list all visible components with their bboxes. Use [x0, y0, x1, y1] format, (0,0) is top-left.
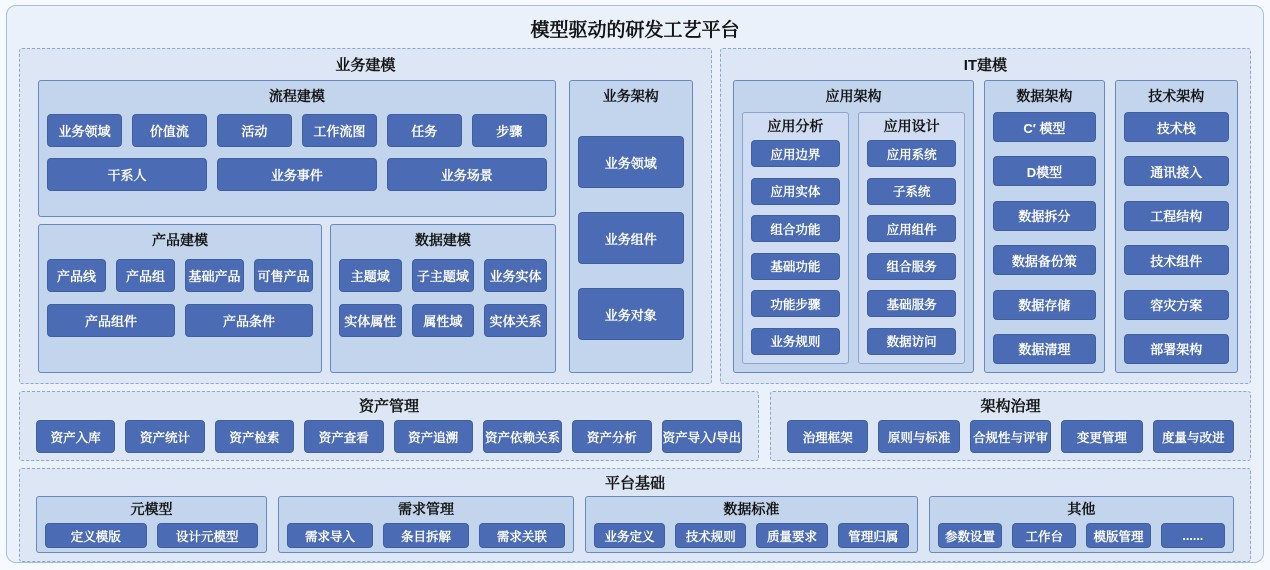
asset-management-button[interactable]: 资产依赖关系: [483, 420, 562, 453]
process-modeling-title: 流程建模: [268, 88, 325, 104]
process-module-button[interactable]: 价值流: [132, 114, 207, 147]
application-analysis-button[interactable]: 业务规则: [751, 328, 840, 355]
it-modeling-body: [733, 80, 1238, 373]
asset-management-items: [36, 420, 742, 453]
application-design-button[interactable]: 应用组件: [867, 215, 956, 242]
data-module-button[interactable]: 主题域: [339, 259, 402, 292]
requirement-management-title: 需求管理: [397, 501, 454, 517]
technology-architecture-button[interactable]: 通讯接入: [1124, 156, 1229, 186]
architecture-governance-items: [787, 420, 1234, 453]
application-analysis-button[interactable]: 基础功能: [751, 253, 840, 280]
product-module-button[interactable]: 产品组件: [47, 304, 175, 337]
process-module-button[interactable]: 业务场景: [387, 158, 547, 191]
process-modeling-row1: [47, 114, 547, 147]
requirement-button[interactable]: 条目拆解: [383, 523, 469, 548]
panel-requirement-management: [278, 496, 574, 553]
technology-architecture-button[interactable]: 技术栈: [1124, 112, 1229, 142]
data-modeling-row2: [339, 304, 547, 337]
application-analysis-button[interactable]: 应用实体: [751, 178, 840, 205]
technology-architecture-title: 技术架构: [1148, 88, 1205, 104]
application-analysis-button[interactable]: 组合功能: [751, 215, 840, 242]
data-architecture-title: 数据架构: [1016, 88, 1073, 104]
meta-model-button[interactable]: 定义模版: [45, 523, 147, 548]
application-design-items: [867, 140, 956, 355]
product-modeling-title: 产品建模: [151, 232, 208, 248]
application-design-button[interactable]: 应用系统: [867, 140, 956, 167]
process-module-button[interactable]: 工作流图: [302, 114, 377, 147]
asset-management-title: 资产管理: [359, 398, 420, 415]
section-business-modeling: [19, 48, 712, 384]
process-modeling-row2: [47, 158, 547, 191]
panel-technology-architecture: [1115, 80, 1238, 373]
business-modeling-left: [38, 80, 556, 373]
data-module-button[interactable]: 实体属性: [339, 304, 402, 337]
other-button[interactable]: ......: [1161, 523, 1225, 548]
meta-model-title: 元模型: [130, 501, 173, 517]
data-standard-items: [594, 523, 909, 548]
asset-management-button[interactable]: 资产统计: [125, 420, 204, 453]
asset-management-button[interactable]: 资产追溯: [394, 420, 473, 453]
process-module-button[interactable]: 干系人: [47, 158, 207, 191]
panel-business-architecture: [569, 80, 693, 373]
process-module-button[interactable]: 活动: [217, 114, 292, 147]
management-row: [19, 391, 1251, 461]
process-module-button[interactable]: 业务事件: [217, 158, 377, 191]
panel-process-modeling: [38, 80, 556, 217]
asset-management-button[interactable]: 资产入库: [36, 420, 115, 453]
governance-button[interactable]: 原则与标准: [878, 420, 959, 453]
platform-foundation-title: 平台基础: [604, 475, 665, 492]
application-analysis-button[interactable]: 应用边界: [751, 140, 840, 167]
other-button[interactable]: 工作台: [1012, 523, 1076, 548]
application-design-button[interactable]: 组合服务: [867, 253, 956, 280]
panel-application-architecture: [733, 80, 975, 373]
it-modeling-title: IT建模: [963, 57, 1008, 74]
asset-management-button[interactable]: 资产检索: [215, 420, 294, 453]
panel-product-modeling: [38, 224, 322, 373]
application-design-button[interactable]: 数据访问: [867, 328, 956, 355]
process-module-button[interactable]: 任务: [387, 114, 462, 147]
platform-foundation-body: [36, 496, 1234, 553]
product-module-button[interactable]: 产品条件: [185, 304, 313, 337]
product-module-button[interactable]: 产品组: [116, 259, 175, 292]
application-design-button[interactable]: 子系统: [867, 178, 956, 205]
panel-data-modeling: [330, 224, 556, 373]
subpanel-application-design: [858, 112, 965, 364]
data-architecture-items: [993, 112, 1095, 364]
governance-button[interactable]: 度量与改进: [1153, 420, 1234, 453]
product-module-button[interactable]: 可售产品: [254, 259, 313, 292]
other-button[interactable]: 参数设置: [938, 523, 1002, 548]
meta-model-items: [45, 523, 258, 548]
architecture-governance-title: 架构治理: [980, 398, 1041, 415]
panel-data-standard: [585, 496, 918, 553]
business-modeling-title: 业务建模: [335, 57, 396, 74]
section-asset-management: [19, 391, 759, 461]
requirement-button[interactable]: 需求导入: [287, 523, 373, 548]
business-architecture-button[interactable]: 业务组件: [578, 212, 684, 264]
data-module-button[interactable]: 子主题域: [412, 259, 475, 292]
business-architecture-items: [578, 112, 684, 364]
data-architecture-button[interactable]: D模型: [993, 156, 1095, 186]
product-module-button[interactable]: 产品线: [47, 259, 106, 292]
governance-button[interactable]: 变更管理: [1061, 420, 1142, 453]
data-modeling-title: 数据建模: [414, 232, 471, 248]
modeling-row: [19, 48, 1251, 384]
process-module-button[interactable]: 步骤: [472, 114, 547, 147]
section-architecture-governance: [770, 391, 1251, 461]
asset-management-button[interactable]: 资产分析: [572, 420, 651, 453]
business-architecture-button[interactable]: 业务领域: [578, 136, 684, 188]
business-architecture-button[interactable]: 业务对象: [578, 288, 684, 340]
data-standard-button[interactable]: 业务定义: [594, 523, 665, 548]
section-platform-foundation: [19, 468, 1251, 562]
business-modeling-bottom: [38, 224, 556, 373]
asset-management-button[interactable]: 资产导入/导出: [662, 420, 742, 453]
data-standard-button[interactable]: 质量要求: [756, 523, 827, 548]
data-architecture-button[interactable]: 数据存储: [993, 290, 1095, 320]
business-architecture-title: 业务架构: [602, 88, 659, 104]
process-module-button[interactable]: 业务领域: [47, 114, 122, 147]
application-architecture-title: 应用架构: [825, 88, 882, 104]
requirement-management-items: [287, 523, 565, 548]
other-title: 其他: [1067, 501, 1096, 517]
product-module-button[interactable]: 基础产品: [185, 259, 244, 292]
data-standard-button[interactable]: 管理归属: [838, 523, 909, 548]
technology-architecture-button[interactable]: 部署架构: [1124, 334, 1229, 364]
page-title: 模型驱动的研发工艺平台: [530, 20, 740, 41]
technology-architecture-items: [1124, 112, 1229, 364]
application-architecture-body: [742, 112, 966, 364]
governance-button[interactable]: 合规性与评审: [970, 420, 1051, 453]
product-modeling-row2: [47, 304, 313, 337]
application-design-title: 应用设计: [883, 118, 940, 134]
data-architecture-button[interactable]: 数据清理: [993, 334, 1095, 364]
data-module-button[interactable]: 属性域: [412, 304, 475, 337]
data-standard-button[interactable]: 技术规则: [675, 523, 746, 548]
panel-data-architecture: [984, 80, 1104, 373]
meta-model-button[interactable]: 设计元模型: [157, 523, 259, 548]
data-module-button[interactable]: 实体关系: [484, 304, 547, 337]
application-analysis-title: 应用分析: [767, 118, 824, 134]
other-button[interactable]: 模版管理: [1086, 523, 1150, 548]
technology-architecture-button[interactable]: 容灾方案: [1124, 290, 1229, 320]
subpanel-application-analysis: [742, 112, 849, 364]
application-analysis-items: [751, 140, 840, 355]
technology-architecture-button[interactable]: 工程结构: [1124, 201, 1229, 231]
panel-meta-model: [36, 496, 267, 553]
application-analysis-button[interactable]: 功能步骤: [751, 290, 840, 317]
data-modeling-row1: [339, 259, 547, 292]
data-standard-title: 数据标准: [723, 501, 780, 517]
governance-button[interactable]: 治理框架: [787, 420, 868, 453]
platform-diagram: [6, 5, 1264, 563]
data-architecture-button[interactable]: 数据拆分: [993, 201, 1095, 231]
technology-architecture-button[interactable]: 技术组件: [1124, 245, 1229, 275]
data-architecture-button[interactable]: 数据备份策: [993, 245, 1095, 275]
requirement-button[interactable]: 需求关联: [479, 523, 565, 548]
other-items: [938, 523, 1225, 548]
section-it-modeling: [720, 48, 1251, 384]
application-design-button[interactable]: 基础服务: [867, 290, 956, 317]
asset-management-button[interactable]: 资产查看: [304, 420, 383, 453]
data-architecture-button[interactable]: C′ 模型: [993, 112, 1095, 142]
data-module-button[interactable]: 业务实体: [484, 259, 547, 292]
product-modeling-row1: [47, 259, 313, 292]
panel-other: [929, 496, 1234, 553]
business-modeling-body: [38, 80, 693, 373]
